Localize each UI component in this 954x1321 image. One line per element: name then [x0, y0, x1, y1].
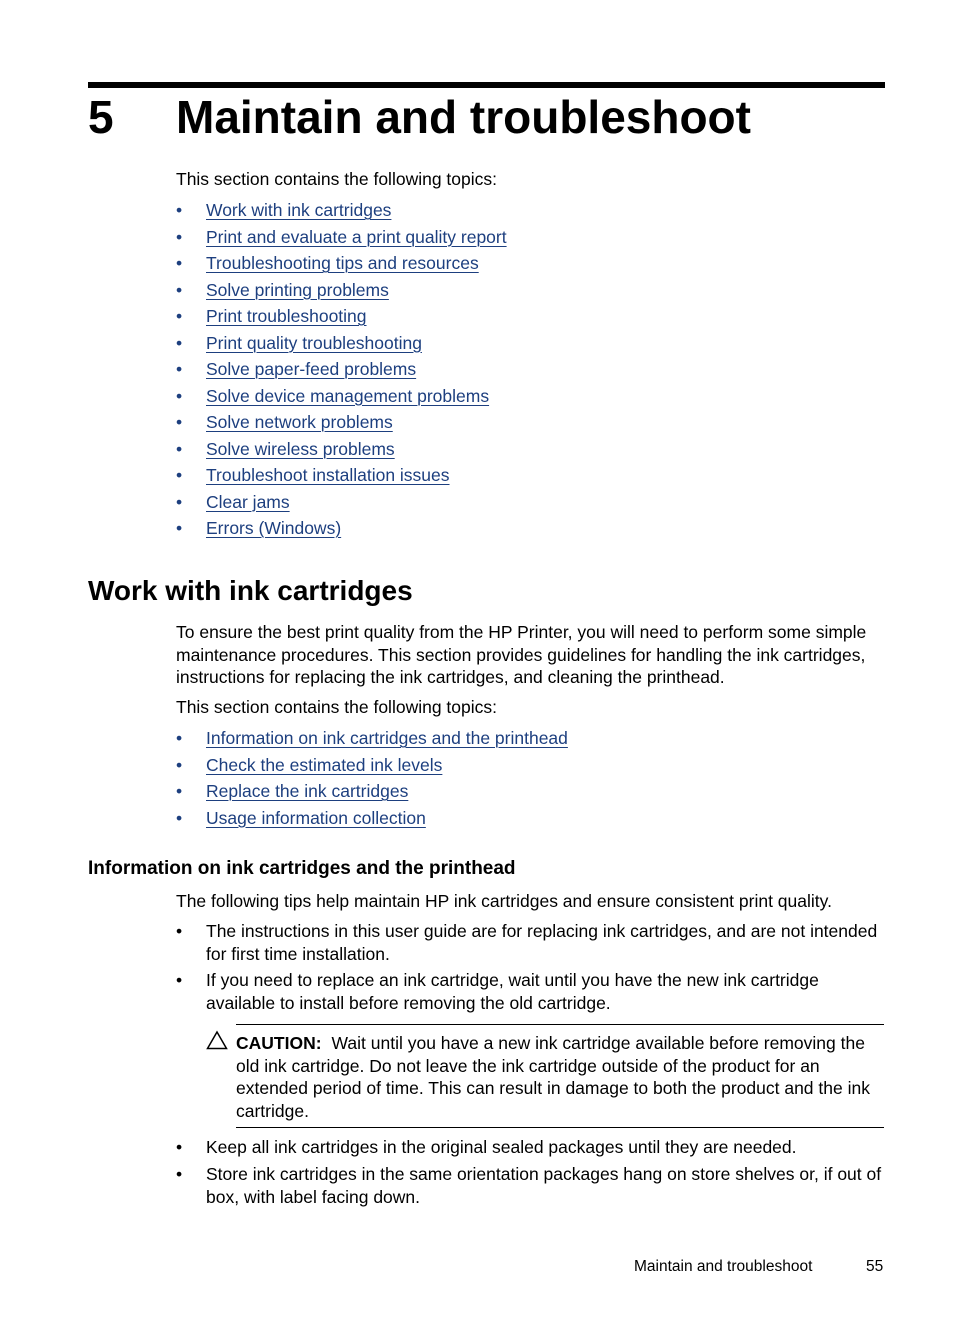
topic-link[interactable]: Solve network problems: [206, 412, 393, 432]
section-topic-link[interactable]: Usage information collection: [206, 807, 426, 828]
chapter-title: Maintain and troubleshoot: [176, 91, 751, 143]
section-heading: Work with ink cartridges: [88, 575, 413, 606]
topic-item: [176, 279, 507, 306]
topic-link[interactable]: Print quality troubleshooting: [206, 332, 422, 353]
tip-item: [176, 1163, 888, 1208]
bullet: •: [176, 465, 183, 485]
topic-link[interactable]: Troubleshooting tips and resources: [206, 253, 479, 273]
topic-item: [176, 199, 507, 226]
topic-link[interactable]: Clear jams: [206, 491, 290, 512]
bullet: •: [176, 970, 183, 990]
topic-item: [176, 226, 507, 253]
topic-link[interactable]: Print troubleshooting: [206, 306, 367, 326]
bullet: •: [176, 728, 183, 748]
bullet: •: [176, 518, 183, 538]
tip-text: Store ink cartridges in the same orientation packages hang on store shelves or, if out of box, with label facing down.: [206, 1164, 882, 1207]
bullet: •: [176, 306, 183, 326]
section-intro: This section contains the following topics:: [176, 697, 497, 717]
caution-label: CAUTION:: [236, 1033, 322, 1053]
topic-link[interactable]: Solve printing problems: [206, 279, 389, 300]
bullet: •: [176, 754, 183, 775]
section-paragraph: To ensure the best print quality from the HP Printer, you will need to perform some simple maintenance procedures. This section provides guidelines for handling the ink cartridges, instructions for replacing the ink cartridges, and cleaning the printhead.: [176, 622, 867, 687]
section-topic-list: [176, 727, 568, 833]
tip-item: [176, 969, 888, 1014]
tip-item: [176, 920, 888, 965]
topic-link[interactable]: Solve device management problems: [206, 385, 490, 406]
bullet: •: [176, 412, 183, 432]
section-topic-link[interactable]: Replace the ink cartridges: [206, 781, 409, 801]
tip-text: The instructions in this user guide are for replacing ink cartridges, and are not intended for first time installation.: [206, 921, 878, 964]
section-topic-item: [176, 727, 568, 754]
section-topic-item: [176, 754, 568, 781]
caution-body: Wait until you have a new ink cartridge available before removing the old ink cartridge. Do not leave the ink cartridge outside of the product for an extended period of time. This can result in damage to both the product and the ink cartridge.: [236, 1033, 870, 1121]
topic-item: [176, 438, 507, 465]
topic-item: [176, 385, 507, 412]
topic-item: [176, 517, 507, 544]
tip-text: Keep all ink cartridges in the original sealed packages until they are needed.: [206, 1137, 797, 1157]
caution-triangle-icon: [206, 1030, 228, 1050]
bullet: •: [176, 359, 183, 379]
topic-item: [176, 358, 507, 385]
tip-item: [176, 1136, 888, 1159]
bullet: •: [176, 226, 183, 247]
topic-link[interactable]: Errors (Windows): [206, 518, 342, 538]
section-topic-item: [176, 807, 568, 834]
footer-label: Maintain and troubleshoot: [634, 1258, 813, 1275]
bullet: •: [176, 1164, 183, 1184]
bullet: •: [176, 438, 183, 459]
page-number: 55: [866, 1258, 884, 1275]
topic-link[interactable]: Troubleshoot installation issues: [206, 465, 450, 485]
bullet: •: [176, 921, 183, 941]
subsection-heading: Information on ink cartridges and the printhead: [88, 858, 516, 879]
topic-item: [176, 491, 507, 518]
chapter-rule: [88, 82, 885, 88]
topic-item: [176, 411, 507, 438]
chapter-topic-list: [176, 199, 507, 544]
bullet: •: [176, 385, 183, 406]
bullet: •: [176, 253, 183, 273]
bullet: •: [176, 332, 183, 353]
bullet: •: [176, 807, 183, 828]
chapter-intro: This section contains the following topics:: [176, 169, 497, 189]
caution-text: [236, 1032, 884, 1122]
topic-link[interactable]: Solve wireless problems: [206, 438, 395, 459]
tip-text: If you need to replace an ink cartridge, wait until you have the new ink cartridge available to install before removing the old cartridge.: [206, 970, 819, 1013]
bullet: •: [176, 279, 183, 300]
section-topic-link[interactable]: Information on ink cartridges and the printhead: [206, 728, 568, 748]
section-topic-item: [176, 780, 568, 807]
bullet: •: [176, 491, 183, 512]
topic-link[interactable]: Solve paper-feed problems: [206, 359, 417, 379]
topic-link[interactable]: Work with ink cartridges: [206, 200, 392, 220]
topic-link[interactable]: Print and evaluate a print quality report: [206, 226, 507, 247]
topic-item: [176, 464, 507, 491]
subsection-intro: The following tips help maintain HP ink cartridges and ensure consistent print quality.: [176, 891, 832, 911]
topic-item: [176, 332, 507, 359]
section-topic-link[interactable]: Check the estimated ink levels: [206, 754, 443, 775]
bullet: •: [176, 1137, 183, 1157]
topic-item: [176, 252, 507, 279]
bullet: •: [176, 781, 183, 801]
chapter-number: 5: [88, 91, 114, 143]
topic-item: [176, 305, 507, 332]
bullet: •: [176, 200, 183, 220]
